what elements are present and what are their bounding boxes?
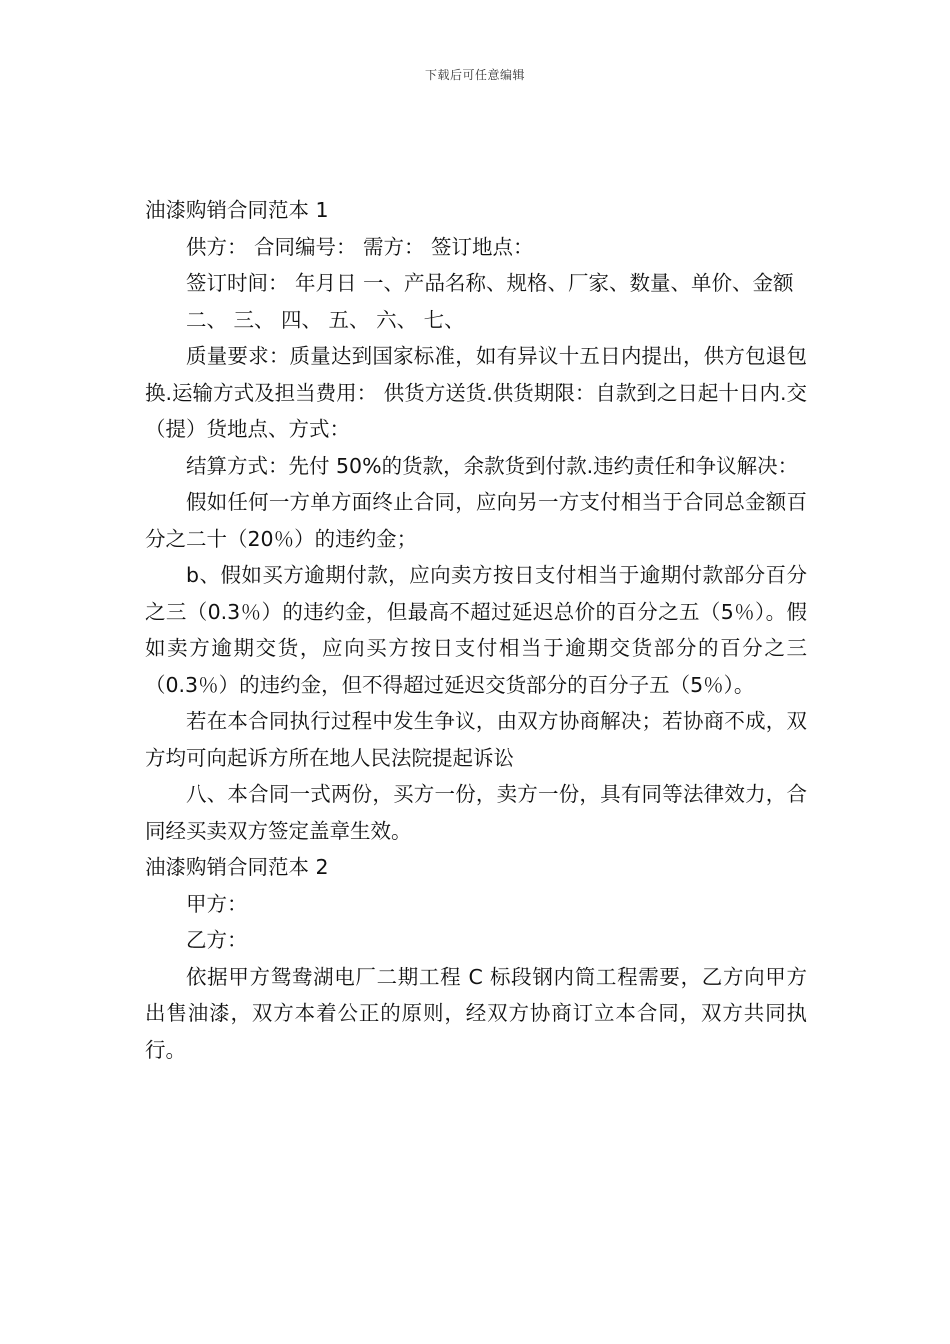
paragraph: 依据甲方鸳鸯湖电厂二期工程 C 标段钢内筒工程需要，乙方向甲方出售油漆，双方本着公正的原则，经双方协商订立本合同，双方共同执行。 bbox=[145, 964, 807, 1062]
paragraph: b、假如买方逾期付款，应向卖方按日支付相当于逾期付款部分百分之三（0.3％）的违约金，但最高不超过延迟总价的百分之五（5％）。假如卖方逾期交货，应向买方按日支付相当于逾期交货部分的百分之三（0.3％）的违约金，但不得超过延迟交货部分的百分子五（5％）。 bbox=[145, 563, 807, 697]
paragraph: 乙方： bbox=[186, 928, 248, 952]
paragraph: 甲方： bbox=[186, 891, 248, 916]
header-note: 下载后可任意编辑 bbox=[424, 68, 525, 82]
section-title-1: 油漆购销合同范本 1 bbox=[145, 198, 329, 222]
document-body bbox=[145, 192, 807, 1068]
paragraph: 供方： 合同编号： 需方： 签订地点： bbox=[186, 234, 534, 259]
paragraph: 结算方式：先付 50%的货款，余款货到付款.违约责任和争议解决： bbox=[186, 453, 799, 478]
paragraph: 八、本合同一式两份，买方一份，卖方一份，具有同等法律效力，合同经买卖双方签定盖章生效。 bbox=[145, 782, 807, 843]
paragraph: 签订时间： 年月日 一、产品名称、规格、厂家、数量、单价、金额 bbox=[186, 271, 794, 295]
paragraph: 若在本合同执行过程中发生争议，由双方协商解决；若协商不成，双方均可向起诉方所在地人民法院提起诉讼 bbox=[145, 709, 807, 770]
section-title-2: 油漆购销合同范本 2 bbox=[145, 855, 329, 879]
paragraph: 假如任何一方单方面终止合同，应向另一方支付相当于合同总金额百分之二十（20％）的违约金； bbox=[145, 490, 807, 551]
paragraph: 二、 三、 四、 五、 六、 七、 bbox=[186, 307, 465, 332]
paragraph: 质量要求：质量达到国家标准，如有异议十五日内提出，供方包退包换.运输方式及担当费用： 供货方送货.供货期限：自款到之日起十日内.交（提）货地点、方式： bbox=[145, 344, 807, 441]
